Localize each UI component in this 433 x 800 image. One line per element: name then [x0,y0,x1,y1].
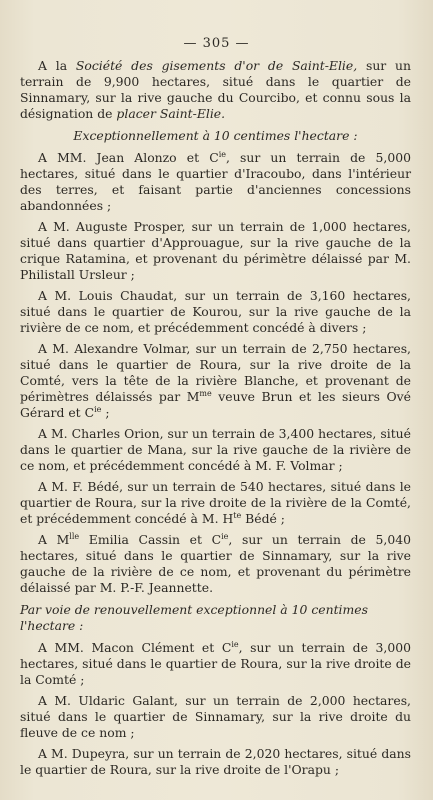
text-run: Bédé ; [241,511,285,526]
paragraph [20,150,411,214]
superscript: ie [94,404,102,414]
text-run: A M. Uldaric Galant, sur un terrain de 2,000 hectares, situé dans le quartier de Sinnamary, sur la rive droite du fleuve de ce nom ; [20,693,411,740]
paragraph [20,288,411,336]
text-run: , sur un terrain de 5,040 hectares, situé dans le quartier de Sinnamary, sur la rive gauche de la rivière de ce nom, et provenant du périmètre délaissé par M. P.-F. Jeannette. [20,532,411,595]
text-run: A M. Alexandre Volmar, sur un terrain de 2,750 hectares, situé dans le quartier de Roura, sur la rive droite de la Comté, vers la tête de la rivière Blanche, et provenant de périmètres délaissés par M [20,341,411,404]
text-run: A la [38,58,76,73]
superscript: lle [69,531,80,541]
paragraph [20,58,411,122]
superscript: ie [218,149,226,159]
text-run: sur un terrain de 9,900 hectares, situé dans le quartier de Sinnamary, sur la rive gauche du Courcibo, et connu sous la désignation de [20,58,411,121]
text-run: A M. Auguste Prosper, sur un terrain de 1,000 hectares, situé dans quartier d'Approuague, sur la rive gauche de la crique Ratamina, et provenant du périmètre délaissé par M. Philistall Ursleur ; [20,219,411,282]
text-run: A M. Charles Orion, sur un terrain de 3,400 hectares, situé dans le quartier de Mana, sur la rive gauche de la rivière de ce nom, et précédemment concédé à M. F. Volmar ; [20,426,411,473]
paragraph [20,640,411,688]
text-run: veuve Brun et les sieurs Ové Gérard et C [20,389,412,420]
text-run: A MM. Jean Alonzo et C [38,150,219,165]
text-run: , sur un terrain de 3,000 hectares, situé dans le quartier de Roura, sur la rive droite de la Comté ; [20,640,411,687]
page-number: — 305 — [183,36,250,51]
section-heading: Par voie de renouvellement exceptionnel à 10 centimes l'hectare : [20,602,368,633]
superscript: ie [221,531,229,541]
paragraph [20,746,411,778]
text-run: A M [38,532,70,547]
paragraph [20,219,411,283]
text-run: A M. Louis Chaudat, sur un terrain de 3,160 hectares, situé dans le quartier de Kourou, sur la rive gauche de la rivière de ce nom, et précédemment concédé à divers ; [20,288,411,335]
paragraph [20,693,411,741]
text-run: Emilia Cassin et C [79,532,222,547]
text-run: A MM. Macon Clément et C [38,640,232,655]
text-run: Société des gisements d'or de Saint-Elie, [75,58,358,73]
superscript: ie [231,639,239,649]
text-run: placer Saint-Elie. [116,106,226,121]
section-heading: Exceptionnellement à 10 centimes l'hectare : [73,128,358,143]
superscript: me [199,388,212,398]
text-run: A M. F. Bédé, sur un terrain de 540 hectares, situé dans le quartier de Roura, sur la rive droite de la rivière de la Comté, et précédemment concédé à M. H [20,479,411,526]
document-body [20,58,411,783]
paragraph [20,341,411,421]
superscript: te [233,510,242,520]
paragraph [20,426,411,474]
text-run: A M. Dupeyra, sur un terrain de 2,020 hectares, situé dans le quartier de Roura, sur la rive droite de l'Orapu ; [20,746,411,777]
paragraph [20,479,411,527]
text-run: ; [101,405,110,420]
paragraph [20,532,411,596]
text-run: , sur un terrain de 5,000 hectares, situé dans le quartier d'Iracoubo, dans l'intérieur des terres, et faisant partie d'anciennes concessions abandonnées ; [20,150,411,213]
